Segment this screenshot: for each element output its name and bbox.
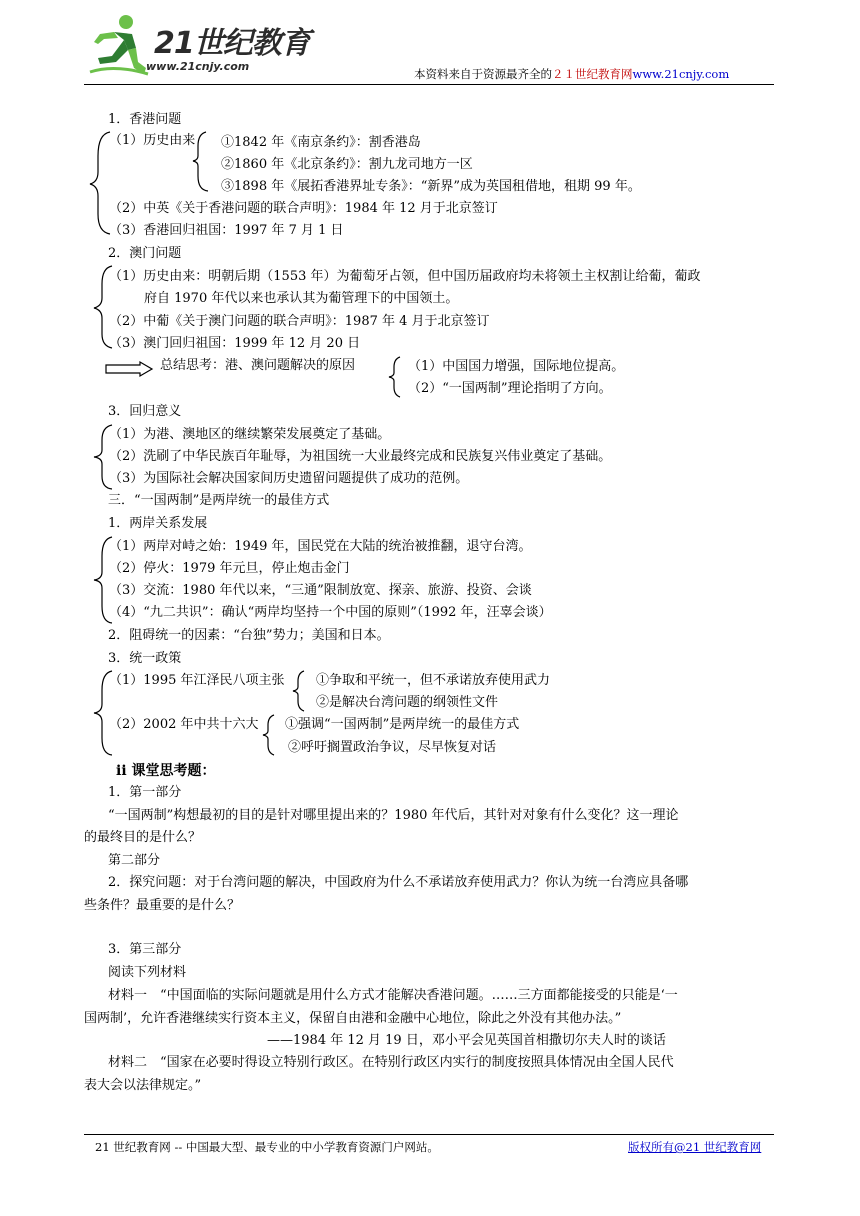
material-two: 材料二 “国家在必要时得设立特别行政区。在特别行政区内实行的制度按照具体情况由全国人民代	[108, 1055, 674, 1070]
cross-strait-3: （3）交流：1980 年代以来，“三通”限制放宽、探亲、旅游、投资、会谈	[109, 583, 532, 598]
logo	[84, 12, 310, 82]
summary-reason-1: （1）中国国力增强，国际地位提高。	[408, 359, 625, 374]
policy-2002-1: ①强调“一国两制”是两岸统一的最佳方式	[285, 717, 520, 732]
material-one-cont: 国两制’，允许香港继续实行资本主义，保留自由港和金融中心地位，除此之外没有其他办法。”	[84, 1011, 622, 1026]
policy-1995-brace	[292, 669, 312, 713]
footer-rule	[84, 1134, 774, 1135]
part-one: 1．第一部分	[108, 785, 182, 800]
runner-logo-icon	[84, 12, 154, 80]
cross-strait-1: （1）两岸对峙之始：1949 年，国民党在大陆的统治被推翻，退守台湾。	[109, 539, 532, 554]
material-one: 材料一 “中国面临的实际问题就是用什么方式才能解决香港问题。……三方面都能接受的只能是‘一	[108, 988, 678, 1003]
header-prefix: 本资料来自于资源最齐全的	[414, 67, 552, 81]
significance-brace	[92, 422, 118, 492]
hk-treaty-1898: ③1898 年《展拓香港界址专条》：“新界”成为英国租借地，租期 99 年。	[221, 179, 641, 194]
macau-history: （1）历史由来：明朝后期（1553 年）为葡萄牙占领，但中国历届政府均未将领土主权割让给葡，葡政	[109, 269, 701, 284]
hk-history: （1）历史由来	[109, 133, 196, 148]
policy-1995-1: ①争取和平统一，但不承诺放弃使用武力	[316, 673, 551, 688]
material-two-cont: 表大会以法律规定。”	[84, 1078, 202, 1093]
policy-1995-2: ②是解决台湾问题的纲领性文件	[316, 695, 499, 710]
read-material: 阅读下列材料	[108, 965, 187, 980]
summary-arrow-icon	[104, 361, 154, 377]
part-two-question: 2．探究问题：对于台湾问题的解决，中国政府为什么不承诺放弃使用武力？你认为统一台湾应具备哪	[108, 875, 689, 890]
part-three: 3．第三部分	[108, 942, 182, 957]
summary-reason-2: （2）“一国两制”理论指明了方向。	[408, 381, 612, 396]
macau-history-cont: 府自 1970 年代以来也承认其为葡管理下的中国领土。	[144, 291, 459, 306]
footer-copyright-link[interactable]: 版权所有@21 世纪教育网	[628, 1140, 762, 1154]
macau-left-brace	[92, 262, 118, 352]
policy-2002-2: ②呼吁搁置政治争议，尽早恢复对话	[288, 740, 497, 755]
significance-3: （3）为国际社会解决国家间历史遗留问题提供了成功的范例。	[109, 471, 469, 486]
logo-url: www.21cnjy.com	[146, 60, 250, 73]
header-rule	[84, 84, 774, 85]
hk-history-brace	[192, 128, 216, 194]
policy-2002: （2）2002 年中共十六大	[109, 717, 259, 732]
page-header	[0, 0, 860, 90]
class-questions-heading: ⅱ 课堂思考题：	[116, 763, 216, 779]
cross-strait-brace	[92, 534, 118, 626]
part-one-question-cont: 的最终目的是什么？	[84, 830, 202, 845]
cross-strait-heading: 1．两岸关系发展	[108, 516, 208, 531]
cross-strait-4: （4）“九二共识”：确认“两岸均坚持一个中国的原则”（1992 年，汪辜会谈）	[109, 605, 552, 620]
macau-heading: 2．澳门问题	[108, 246, 182, 261]
part-two-question-cont: 些条件？最重要的是什么？	[84, 898, 241, 913]
hk-treaty-1860: ②1860 年《北京条约》：割九龙司地方一区	[221, 157, 473, 172]
header-url-link[interactable]: www.21cnjy.com	[632, 67, 730, 81]
part-two: 第二部分	[108, 853, 161, 868]
hk-heading: 1．香港问题	[108, 112, 182, 127]
material-one-source: ——1984 年 12 月 19 日，邓小平会见英国首相撒切尔夫人时的谈话	[267, 1033, 666, 1048]
logo-text: 21世纪教育	[154, 26, 310, 61]
policy-left-brace	[92, 668, 118, 758]
significance-heading: 3．回归意义	[108, 404, 182, 419]
significance-1: （1）为港、澳地区的继续繁荣发展奠定了基础。	[109, 427, 391, 442]
cross-strait-2: （2）停火：1979 年元旦，停止炮击金门	[109, 561, 350, 576]
section-three-heading: 三．“一国两制”是两岸统一的最佳方式	[108, 493, 330, 508]
obstacles: 2．阻碍统一的因素：“台独”势力；美国和日本。	[108, 628, 390, 643]
policy-1995: （1）1995 年江泽民八项主张	[109, 673, 285, 688]
summary-reason: 总结思考：港、澳问题解决的原因	[160, 358, 356, 373]
part-one-question: “一国两制”构想最初的目的是针对哪里提出来的？1980 年代后，其针对对象有什么变化？这一理论	[108, 808, 679, 823]
policy-heading: 3．统一政策	[108, 651, 182, 666]
footer-site-note: 21 世纪教育网 -- 中国最大型、最专业的中小学教育资源门户网站。	[95, 1140, 439, 1154]
header-source-note	[414, 66, 729, 82]
policy-2002-brace	[262, 713, 282, 757]
summary-brace	[388, 355, 408, 399]
significance-2: （2）洗刷了中华民族百年耻辱，为祖国统一大业最终完成和民族复兴伟业奠定了基础。	[109, 449, 612, 464]
macau-return: （3）澳门回归祖国：1999 年 12 月 20 日	[109, 336, 361, 351]
hk-treaty-1842: ①1842 年《南京条约》：割香港岛	[221, 135, 421, 150]
hk-left-brace	[88, 128, 118, 238]
hk-declaration: （2）中英《关于香港问题的联合声明》：1984 年 12 月于北京签订	[109, 201, 498, 216]
header-site: ２１世纪教育网	[552, 67, 633, 81]
macau-declaration: （2）中葡《关于澳门问题的联合声明》：1987 年 4 月于北京签订	[109, 314, 490, 329]
hk-return: （3）香港回归祖国：1997 年 7 月 1 日	[109, 223, 344, 238]
